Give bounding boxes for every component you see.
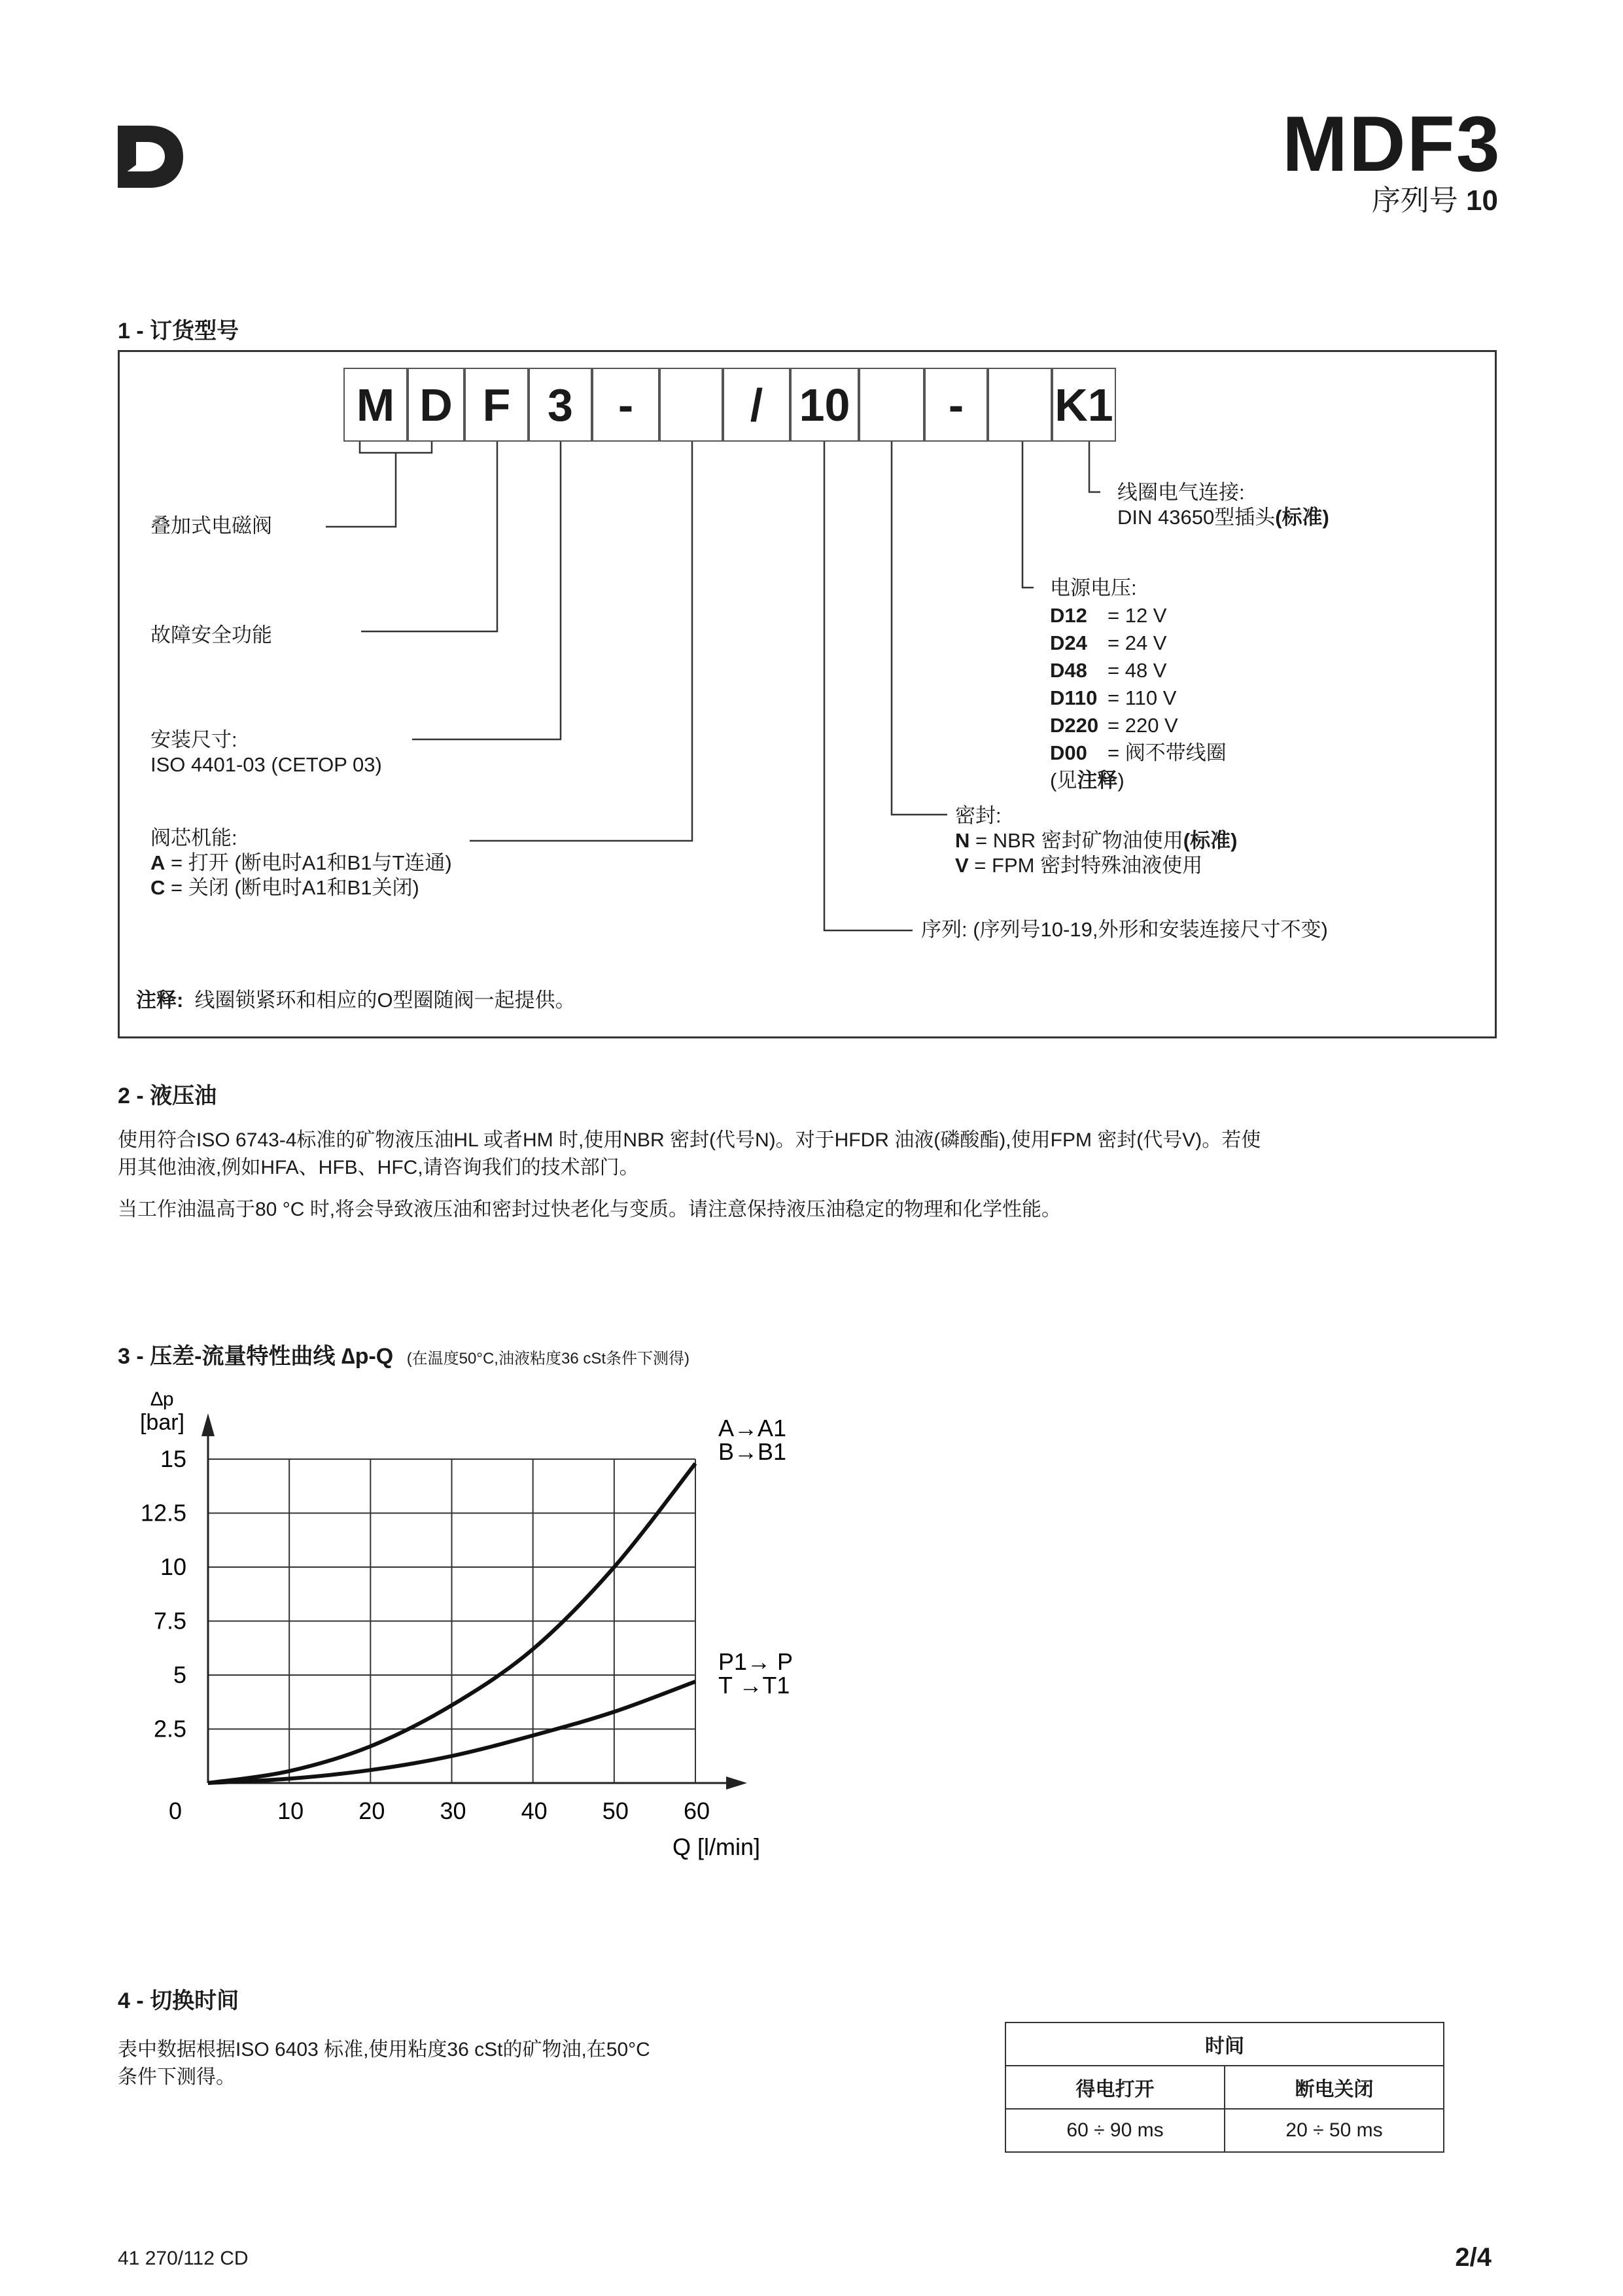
x-axis-arrow xyxy=(726,1776,747,1790)
section3-subtitle: (在温度50°C,油液粘度36 cSt条件下测得) xyxy=(406,1350,690,1368)
y-axis-symbol: ∆p xyxy=(150,1388,174,1410)
code-cell: 3 xyxy=(529,368,592,442)
voltage-option xyxy=(1050,739,1227,767)
section3-title: 3 - 压差-流量特性曲线 ∆p-Q xyxy=(118,1344,394,1369)
voltage-option xyxy=(1050,712,1227,739)
voltage-code: D12 xyxy=(1050,604,1087,627)
y-tick-label: 5 xyxy=(173,1661,186,1688)
section2-paragraph1: 使用符合ISO 6743-4标准的矿物液压油HL 或者HM 时,使用NBR 密封(代号N)。对于HFDR 油液(磷酸酯),使用FPM 密封(代号V)。若使 用其他油液,例如HFA、HFB、HFC,请咨询我们的技术部门。 xyxy=(118,1129,1261,1178)
x-tick-label: 10 xyxy=(277,1797,304,1824)
label-spool: 阀芯机能: A = 打开 (断电时A1和B1与T连通) C = 关闭 (断电时A1和B1关闭) xyxy=(150,826,452,899)
voltage-code: D48 xyxy=(1050,659,1087,682)
switching-time-table xyxy=(1005,2022,1444,2153)
section4-title: 4 - 切换时间 xyxy=(118,1988,239,2013)
voltage-code: D220 xyxy=(1050,714,1099,737)
x-tick-label: 20 xyxy=(358,1797,385,1824)
label-seal: 密封: N = NBR 密封矿物油使用(标准) V = FPM 密封特殊油液使用 xyxy=(955,804,1238,877)
section1-title: 1 - 订货型号 xyxy=(118,319,239,344)
series-label-line1: A→A1 xyxy=(718,1415,787,1441)
voltage-value: = 24 V xyxy=(1108,631,1167,654)
x-tick-label: 50 xyxy=(602,1797,629,1824)
x-tick-label: 0 xyxy=(168,1797,183,1824)
dp-q-chart xyxy=(0,0,850,1898)
section2-paragraph2: 当工作油温高于80 °C 时,将会导致液压油和密封过快老化与变质。请注意保持液压油稳定的物理和化学性能。 xyxy=(118,1199,1062,1220)
voltage-value: = 48 V xyxy=(1108,659,1167,682)
series-label-line1: P1→ P xyxy=(718,1648,794,1675)
voltage-option xyxy=(1050,657,1227,684)
voltage-code: D00 xyxy=(1050,741,1087,764)
y-tick-label: 7.5 xyxy=(153,1607,186,1634)
code-cell: - xyxy=(924,368,988,442)
x-axis-label: Q [l/min] xyxy=(672,1833,761,1860)
voltage-value: = 110 V xyxy=(1108,686,1177,709)
y-tick-label: 15 xyxy=(160,1445,186,1472)
voltage-code: D24 xyxy=(1050,631,1087,654)
x-tick-label: 60 xyxy=(683,1797,710,1824)
table-col-deenergize: 断电关闭 xyxy=(1225,2066,1444,2109)
voltage-value: = 阀不带线圈 xyxy=(1108,741,1227,764)
voltage-code: D110 xyxy=(1050,686,1098,709)
footer-page-number: 2/4 xyxy=(1455,2243,1492,2272)
table-val-deenergize: 20 ÷ 50 ms xyxy=(1225,2109,1444,2152)
table-header: 时间 xyxy=(1005,2022,1444,2066)
code-cell: 10 xyxy=(790,368,859,442)
y-tick-label: 12.5 xyxy=(140,1499,186,1527)
label-voltage: 电源电压: D12 = 12 V D24 = 24 V D48 = 48 V D110 = 110 V D220 = 220 V D00 = 阀不带线圈 (见注释) xyxy=(1050,576,1227,792)
voltage-value: = 220 V xyxy=(1108,714,1178,737)
footer-doc-number: 41 270/112 CD xyxy=(118,2248,249,2269)
label-series: 序列: (序列号10-19,外形和安装连接尺寸不变) xyxy=(921,918,1328,941)
y-axis-arrow xyxy=(201,1413,215,1436)
label-mount: 安装尺寸: ISO 4401-03 (CETOP 03) xyxy=(150,728,382,776)
label-coil-connection: 线圈电气连接: DIN 43650型插头(标准) xyxy=(1117,481,1329,529)
label-stacking-valve: 叠加式电磁阀 xyxy=(150,514,272,537)
y-tick-label: 2.5 xyxy=(153,1715,186,1742)
table-val-energize: 60 ÷ 90 ms xyxy=(1005,2109,1225,2152)
voltage-option xyxy=(1050,629,1227,657)
x-tick-label: 30 xyxy=(440,1797,466,1824)
label-failsafe: 故障安全功能 xyxy=(150,624,272,646)
series-subtitle: 序列号 10 xyxy=(1371,185,1498,217)
voltage-option xyxy=(1050,684,1227,712)
section4-text: 表中数据根据ISO 6403 标准,使用粘度36 cSt的矿物油,在50°C 条件下测得。 xyxy=(118,2039,650,2088)
code-cell: F xyxy=(464,368,529,442)
series-label-line2: B→B1 xyxy=(718,1438,787,1465)
section2-title: 2 - 液压油 xyxy=(118,1084,217,1108)
code-cell: / xyxy=(723,368,790,442)
voltage-option xyxy=(1050,602,1227,629)
code-cell: D xyxy=(408,368,464,442)
y-axis-unit: [bar] xyxy=(139,1410,185,1435)
series-label-line2: T →T1 xyxy=(718,1672,790,1699)
voltage-value: = 12 V xyxy=(1108,604,1167,627)
voltage-list xyxy=(1050,602,1227,767)
table-col-energize: 得电打开 xyxy=(1005,2066,1225,2109)
model-title: MDF3 xyxy=(1282,100,1501,188)
y-tick-label: 10 xyxy=(160,1553,186,1580)
order-note: 注释: 线圈锁紧环和相应的O型圈随阀一起提供。 xyxy=(136,989,576,1012)
code-cell: - xyxy=(592,368,659,442)
code-cell: K1 xyxy=(1052,368,1116,442)
code-cell: M xyxy=(343,368,408,442)
x-tick-label: 40 xyxy=(521,1797,548,1824)
